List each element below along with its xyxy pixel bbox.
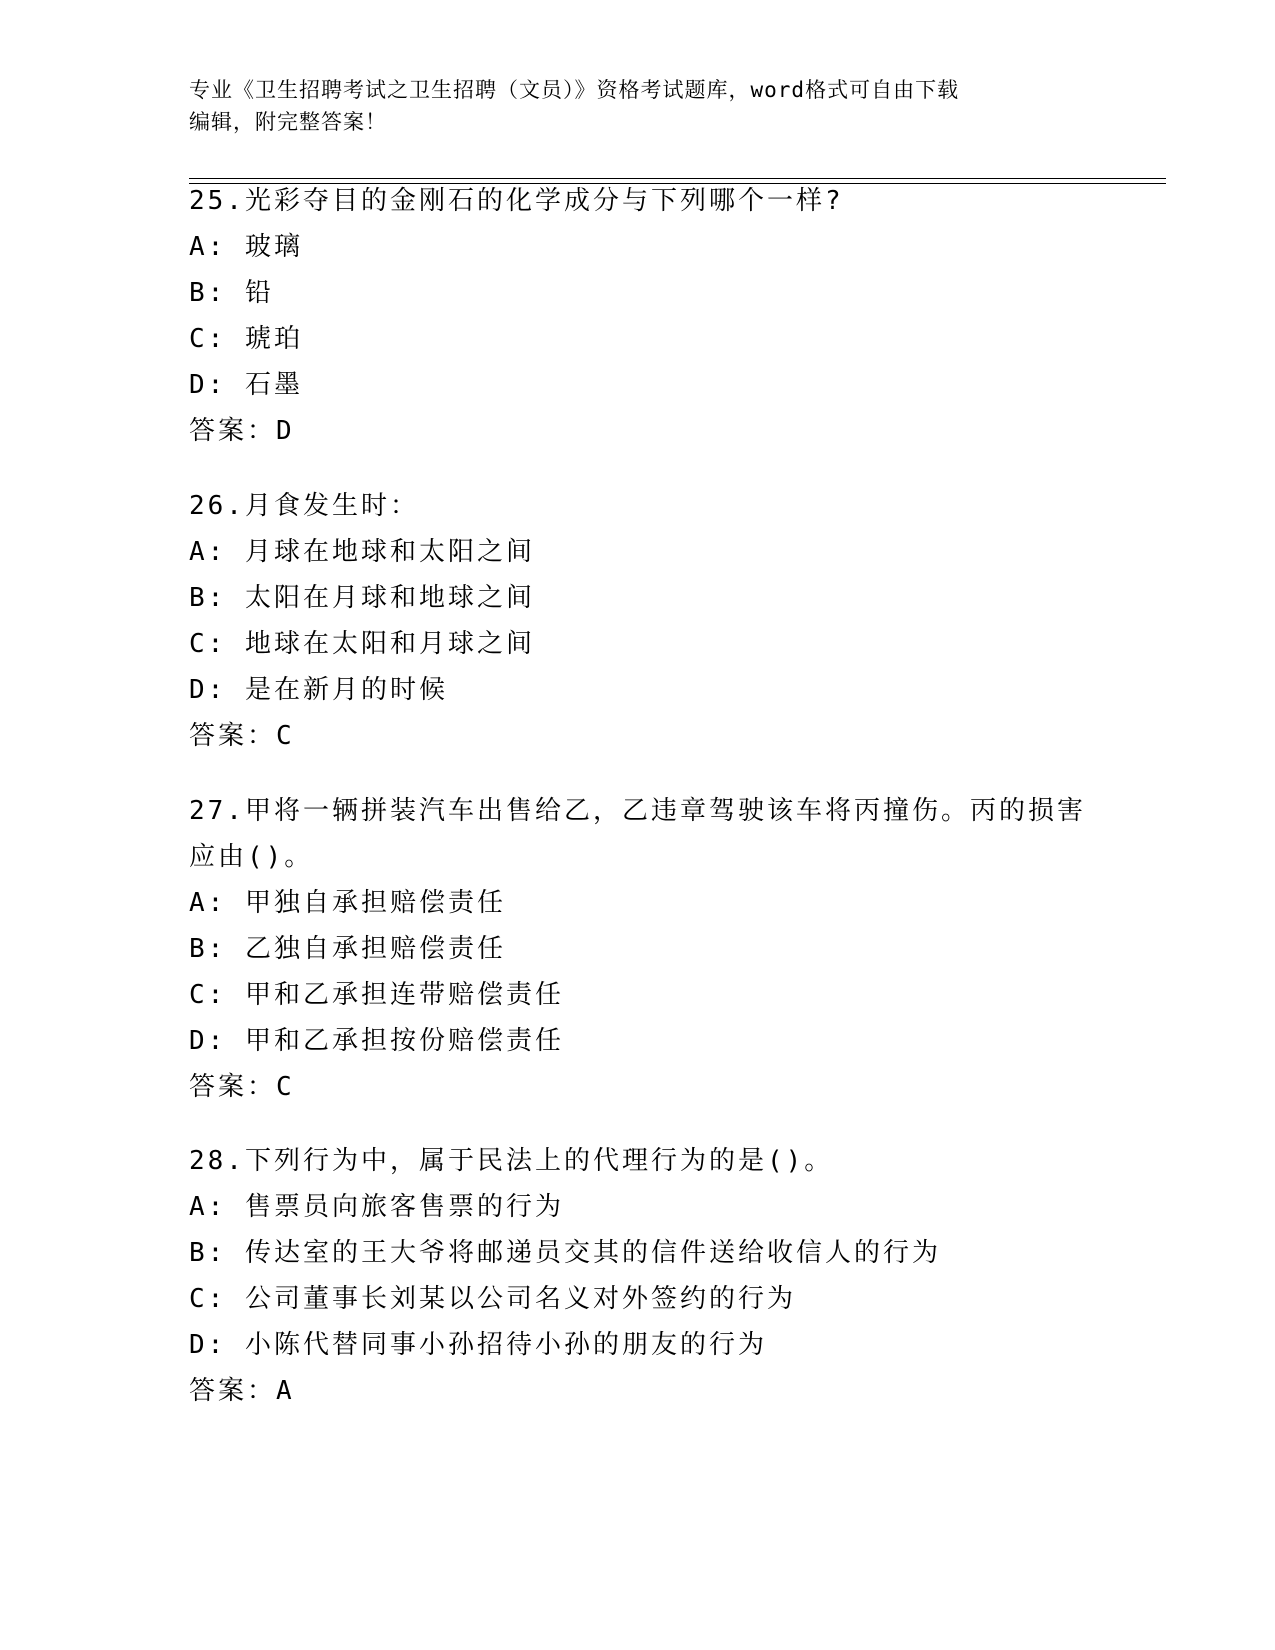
answer-line: 答案：C [189, 1072, 295, 1102]
option-d: D: 小陈代替同事小孙招待小孙的朋友的行为 [189, 1330, 767, 1360]
question-stem: 27.甲将一辆拼装汽车出售给乙，乙违章驾驶该车将丙撞伤。丙的损害 [189, 796, 1086, 826]
question-stem: 26.月食发生时： [189, 491, 419, 521]
answer-line: 答案：C [189, 721, 295, 751]
option-b: B: 太阳在月球和地球之间 [189, 583, 535, 613]
option-a: A: 售票员向旅客售票的行为 [189, 1192, 564, 1222]
answer-line: 答案：A [189, 1376, 295, 1406]
question-stem: 25.光彩夺目的金刚石的化学成分与下列哪个一样? [189, 186, 844, 216]
header-line: 专业《卫生招聘考试之卫生招聘（文员）》资格考试题库，word格式可自由下载 [189, 78, 960, 102]
question-stem: 28.下列行为中，属于民法上的代理行为的是()。 [189, 1146, 834, 1176]
option-b: B: 乙独自承担赔偿责任 [189, 934, 506, 964]
option-d: D: 甲和乙承担按份赔偿责任 [189, 1026, 564, 1056]
option-d: D: 石墨 [189, 370, 303, 400]
option-c: C: 地球在太阳和月球之间 [189, 629, 535, 659]
option-a: A: 月球在地球和太阳之间 [189, 537, 535, 567]
option-a: A: 玻璃 [189, 232, 303, 262]
option-c: C: 公司董事长刘某以公司名义对外签约的行为 [189, 1284, 796, 1314]
header-line: 编辑，附完整答案！ [189, 110, 387, 134]
option-a: A: 甲独自承担赔偿责任 [189, 888, 506, 918]
question-block [189, 178, 1109, 454]
option-b: B: 铅 [189, 278, 274, 308]
question-block [189, 483, 1109, 759]
option-c: C: 甲和乙承担连带赔偿责任 [189, 980, 564, 1010]
option-d: D: 是在新月的时候 [189, 675, 448, 705]
document-header [189, 74, 1089, 138]
answer-line: 答案：D [189, 416, 295, 446]
question-stem-continued: 应由()。 [189, 842, 314, 872]
option-b: B: 传达室的王大爷将邮递员交其的信件送给收信人的行为 [189, 1238, 941, 1268]
question-block [189, 1138, 1109, 1414]
option-c: C: 琥珀 [189, 324, 303, 354]
question-block [189, 788, 1109, 1110]
